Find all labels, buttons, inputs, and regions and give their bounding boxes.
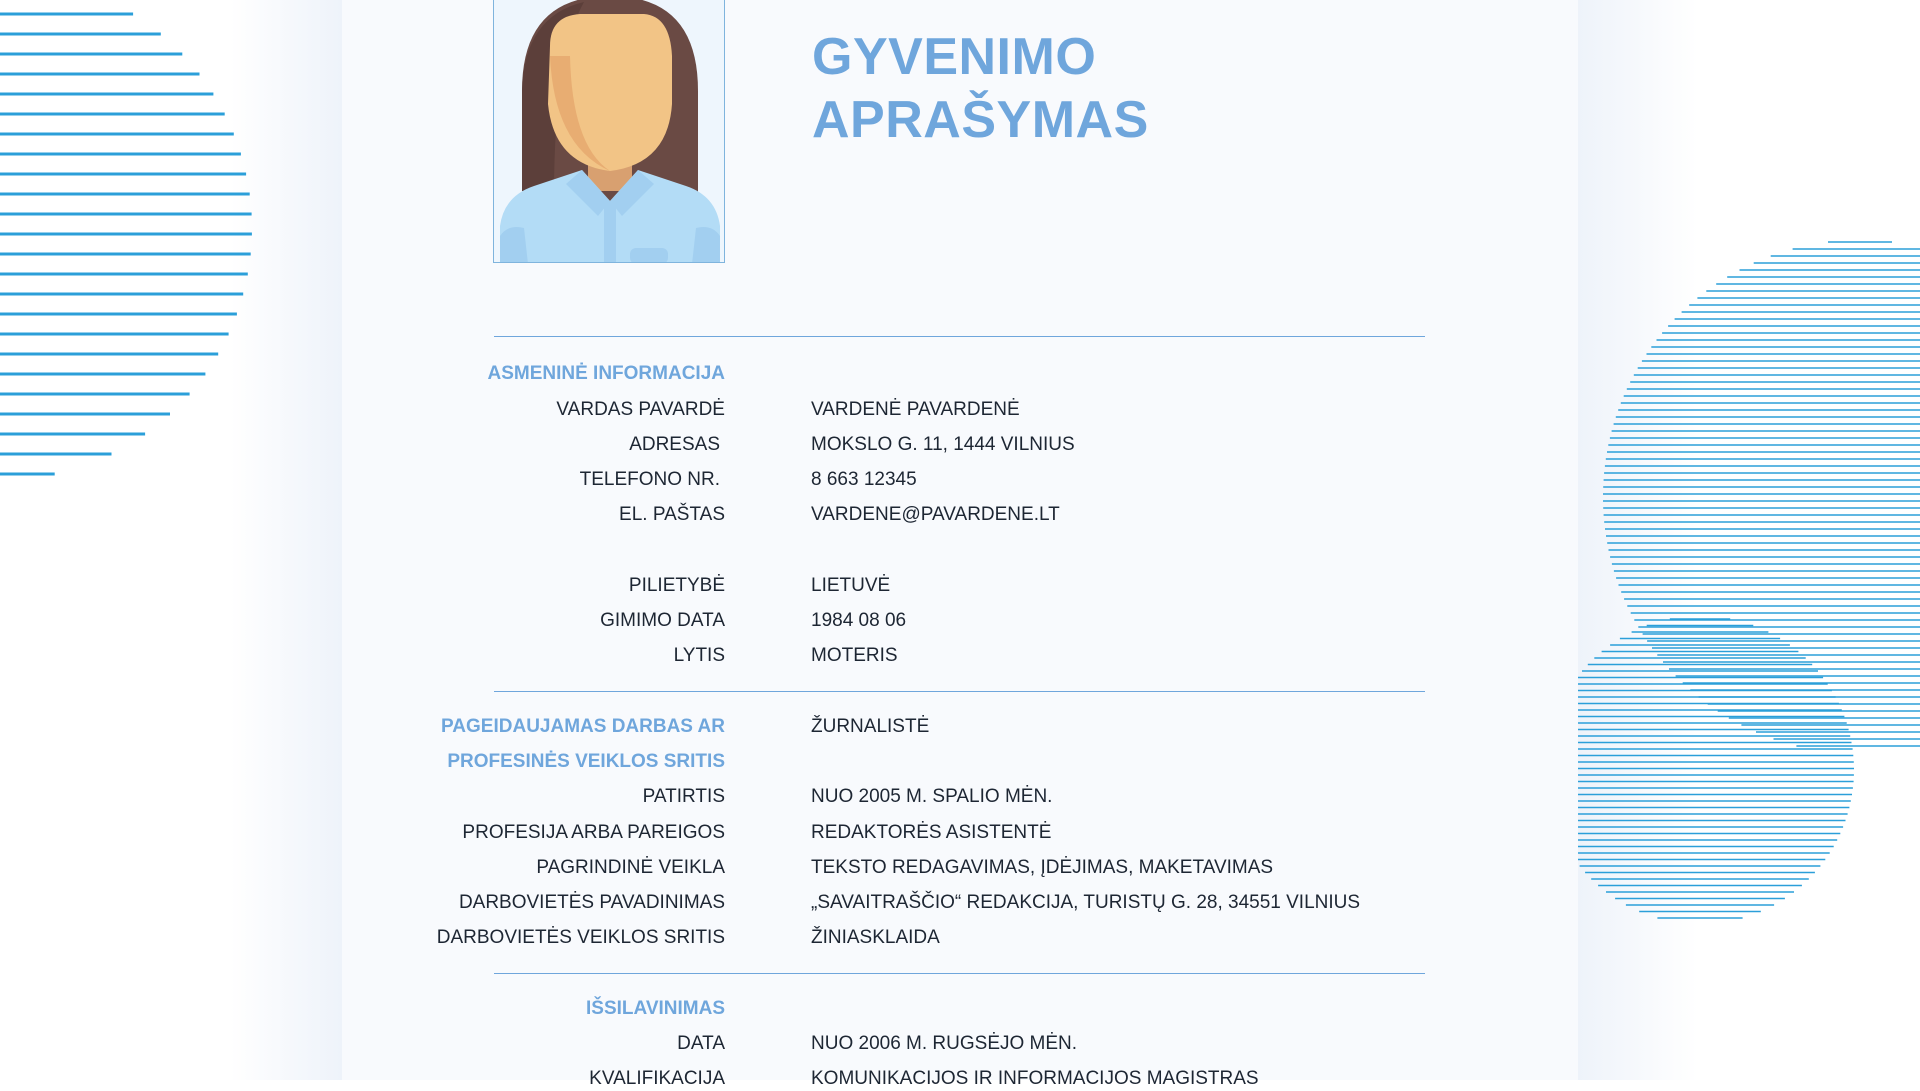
experience-value: NUO 2005 M. SPALIO MĖN. [811,786,1053,807]
right-stripe-circle-small [1578,619,1854,918]
left-stripe-circle [0,14,252,474]
gender-value: MOTERIS [811,645,898,666]
name-value: VARDENĖ PAVARDENĖ [811,399,1020,420]
personal-info-heading: ASMENINĖ INFORMACIJA [487,363,725,384]
resume-title [812,26,1149,152]
email-value: VARDENE@PAVARDENE.LT [811,504,1060,525]
address-value: MOKSLO G. 11, 1444 VILNIUS [811,434,1075,455]
phone-label: TELEFONO NR. [579,469,720,490]
desired-work-value: ŽURNALISTĖ [811,716,930,737]
divider-education [494,973,1425,974]
main-activity-value: TEKSTO REDAGAVIMAS, ĮDĖJIMAS, MAKETAVIMAS [811,857,1274,878]
employer-value: „SAVAITRAŠČIO“ REDAKCIJA, TURISTŲ G. 28, 34551 VILNIUS [811,892,1361,913]
citizenship-value: LIETUVĖ [811,575,891,596]
birth-date-value: 1984 08 06 [811,610,907,631]
birth-date-label: GIMIMO DATA [600,610,725,631]
employer-label: DARBOVIETĖS PAVADINIMAS [458,892,725,913]
gender-label: LYTIS [673,645,725,666]
citizenship-label: PILIETYBĖ [628,575,725,596]
experience-label: PATIRTIS [642,786,725,807]
education-date-label: DATA [677,1033,725,1054]
position-value: REDAKTORĖS ASISTENTĖ [811,822,1052,843]
main-activity-label: PAGRINDINĖ VEIKLA [536,857,725,878]
qualification-label: KVALIFIKACIJA [589,1068,725,1089]
title-line-1: GYVENIMO [812,28,1097,86]
qualification-value: KOMUNIKACIJOS IR INFORMACIJOS MAGISTRAS [811,1068,1259,1089]
education-heading: IŠSILAVINIMAS [586,998,725,1019]
divider-work [494,691,1425,692]
woman-avatar-icon [494,0,725,263]
desired-work-heading-line-1: PAGEIDAUJAMAS DARBAS AR [441,716,725,737]
name-label: VARDAS PAVARDĖ [556,399,725,420]
address-label: ADRESAS [629,434,720,455]
profile-photo [493,0,725,263]
divider-personal [494,336,1425,337]
employer-sector-value: ŽINIASKLAIDA [811,927,940,948]
phone-value: 8 663 12345 [811,469,917,490]
title-line-2: APRAŠYMAS [812,91,1149,149]
education-date-value: NUO 2006 M. RUGSĖJO MĖN. [811,1033,1078,1054]
email-label: EL. PAŠTAS [619,504,725,525]
desired-work-heading-line-2: PROFESINĖS VEIKLOS SRITIS [447,751,725,772]
employer-sector-label: DARBOVIETĖS VEIKLOS SRITIS [436,927,725,948]
position-label: PROFESIJA ARBA PAREIGOS [462,822,725,843]
